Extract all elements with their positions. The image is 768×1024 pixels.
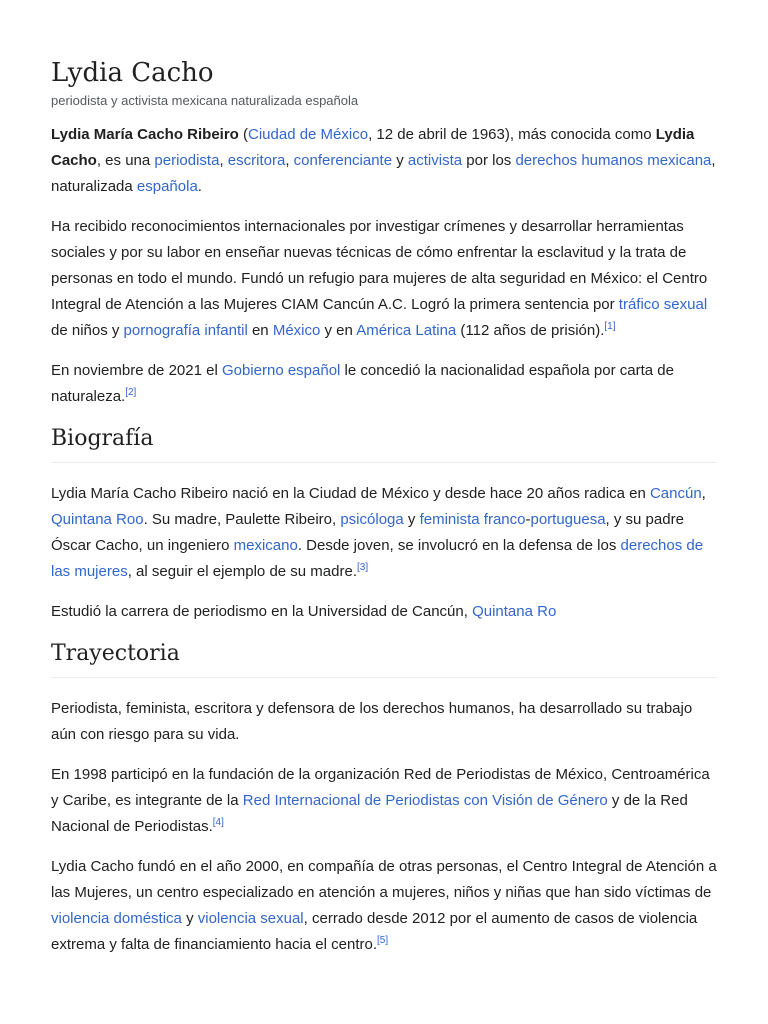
page-subtitle: periodista y activista mexicana naturalizada española (51, 93, 359, 108)
reference-5[interactable]: [5] (377, 935, 389, 946)
trayectoria-paragraph-1: Periodista, feminista, escritora y defensora de los derechos humanos, ha desarrollado su trabajo aún con riesgo para su vida. (51, 700, 693, 743)
link-activista[interactable]: activista (407, 152, 463, 169)
link-espanola[interactable]: española (136, 178, 198, 195)
section-heading-trayectoria: Trayectoria (51, 639, 717, 678)
trayectoria-paragraph-2: En 1998 participó en la fundación de la organización Red de Periodistas de México, Centroamérica y Caribe, es integrante de la Red Internacional de Periodistas con Visión de Género y de la Red Nacional de Periodistas.[4] (51, 766, 710, 835)
link-quintana-roo[interactable]: Quintana Roo (51, 511, 144, 528)
link-periodista[interactable]: periodista (154, 152, 220, 169)
link-conferenciante[interactable]: conferenciante (293, 152, 393, 169)
link-derechos-de-las-mujeres[interactable]: derechos de las mujeres (51, 537, 704, 580)
link-derechos-humanos[interactable]: derechos humanos mexicana (515, 152, 712, 169)
link-ciudad-de-mexico[interactable]: Ciudad de México (248, 126, 369, 143)
link-portuguesa[interactable]: portuguesa (530, 511, 606, 528)
link-mexico[interactable]: México (272, 322, 321, 339)
link-america-latina[interactable]: América Latina (356, 322, 457, 339)
link-violencia-sexual[interactable]: violencia sexual (197, 910, 304, 927)
bold-name: Lydia María Cacho Ribeiro (51, 126, 239, 143)
biografia-paragraph-1: Lydia María Cacho Ribeiro nació en la Ciudad de México y desde hace 20 años radica en Cancún, Quintana Roo. Su madre, Paulette Ribeiro, psicóloga y feminista franco-portuguesa, y su padre Óscar Cacho, un ingeniero mexicano. Desde joven, se involucró en la defensa de los derechos de las mujeres, al seguir el ejemplo de su madre.[3] (51, 485, 706, 580)
section-heading-biografia: Biografía (51, 424, 717, 463)
link-psicologa[interactable]: psicóloga (340, 511, 404, 528)
reference-2[interactable]: [2] (125, 387, 137, 398)
intro-paragraph-3: En noviembre de 2021 el Gobierno español le concedió la nacionalidad española por carta de naturaleza.[2] (51, 362, 674, 405)
link-feminista[interactable]: feminista (419, 511, 480, 528)
link-mexicano[interactable]: mexicano (233, 537, 298, 554)
link-cancun[interactable]: Cancún (649, 485, 702, 502)
link-trafico-sexual[interactable]: tráfico sexual (618, 296, 708, 313)
intro-paragraph-1: Lydia María Cacho Ribeiro (Ciudad de México, 12 de abril de 1963), más conocida como Lydia Cacho, es una periodista, escritora, conferenciante y activista por los derechos humanos mexicana, naturalizada española. (51, 126, 716, 195)
link-violencia-domestica[interactable]: violencia doméstica (51, 910, 182, 927)
link-pornografia-infantil[interactable]: pornografía infantil (123, 322, 248, 339)
bold-short-name: Lydia Cacho (51, 126, 695, 169)
link-quintana-ro[interactable]: Quintana Ro (472, 603, 557, 620)
reference-1[interactable]: [1] (604, 321, 616, 332)
trayectoria-paragraph-3: Lydia Cacho fundó en el año 2000, en compañía de otras personas, el Centro Integral de Atención a las Mujeres, un centro especializado en atención a mujeres, niños y niñas que han sido víctimas de violencia doméstica y violencia sexual, cerrado desde 2012 por el aumento de casos de violencia extrema y falta de financiamiento hacia el centro.[5] (51, 858, 717, 953)
intro-paragraph-2: Ha recibido reconocimientos internacionales por investigar crímenes y desarrollar herramientas sociales y por su labor en enseñar nuevas técnicas de cómo enfrentar la esclavitud y la trata de personas en todo el mundo. Fundó un refugio para mujeres de alta seguridad en México: el Centro Integral de Atención a las Mujeres CIAM Cancún A.C. Logró la primera sentencia por tráfico sexual de niños y pornografía infantil en México y en América Latina (112 años de prisión).[1] (51, 218, 708, 339)
link-franco[interactable]: franco (483, 511, 526, 528)
link-gobierno-espanol[interactable]: Gobierno español (221, 362, 341, 379)
reference-3[interactable]: [3] (357, 562, 369, 573)
biografia-paragraph-2: Estudió la carrera de periodismo en la Universidad de Cancún, Quintana Ro (51, 603, 557, 620)
page-title: Lydia Cacho (51, 58, 214, 88)
link-red-internacional-periodistas[interactable]: Red Internacional de Periodistas con Visión de Género (242, 792, 608, 809)
link-escritora[interactable]: escritora (227, 152, 286, 169)
reference-4[interactable]: [4] (212, 817, 224, 828)
